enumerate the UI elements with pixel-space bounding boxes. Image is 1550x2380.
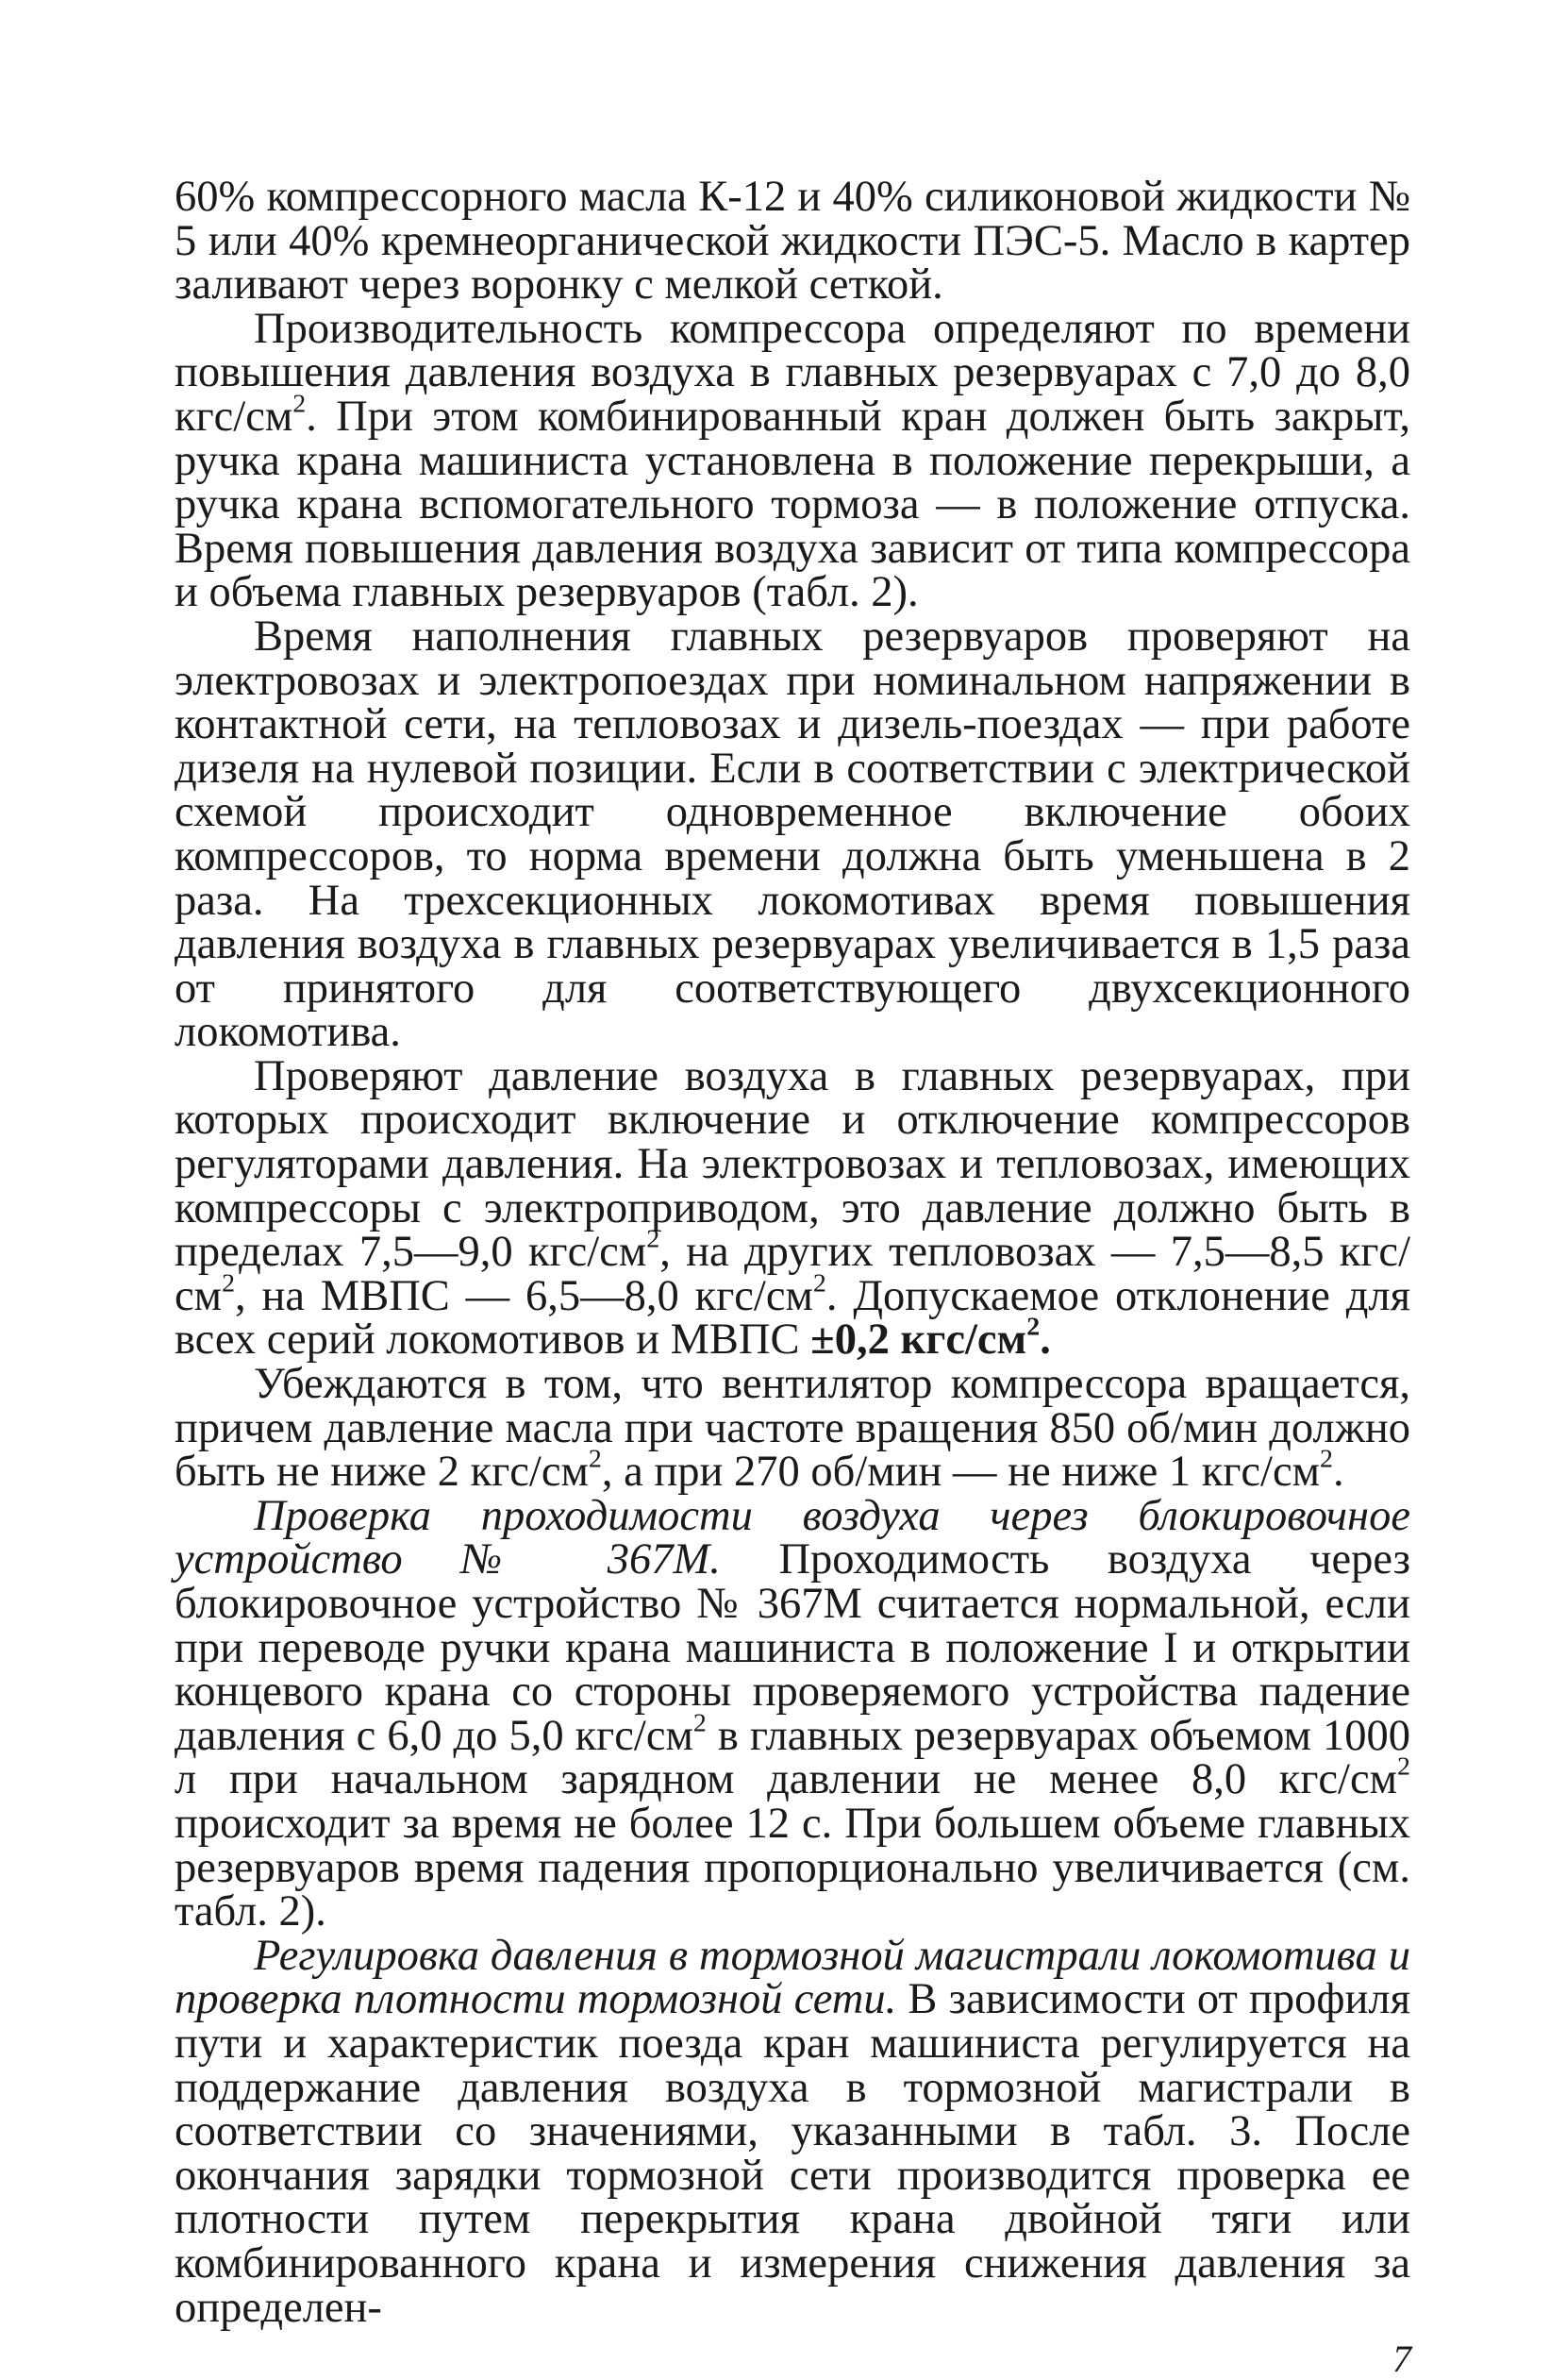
paragraph-2 [175, 304, 1410, 617]
paragraph-5 [175, 1360, 1410, 1497]
superscript: 2 [692, 1708, 707, 1738]
superscript: 2 [222, 1268, 236, 1299]
paragraph-4 [175, 1051, 1410, 1365]
text-run: . [1040, 1316, 1051, 1365]
text-run: , на МВПС — 6,5—8,0 кгс/см [235, 1271, 813, 1320]
superscript: 2 [588, 1444, 602, 1474]
text-run: , а при 270 об/мин — не ниже 1 кгс/см [601, 1448, 1321, 1497]
paragraph-6 [175, 1491, 1411, 1936]
page-number: 7 [1392, 2338, 1411, 2380]
superscript: 2 [1397, 1751, 1410, 1782]
text-run: В зависимости от профиля пути и характеристик поезда кран машиниста регулируется на поддержание давления воздуха в тормозной магистрали в соответствии со значениями, указанными в табл. 3. После окончания зарядки тормозной сети производится проверка ее плотности путем перекрытия крана двойной тяги или комбинированного крана и измерения снижения давления за определен- [175, 1975, 1410, 2332]
run-in-heading: Регулировка давления в тормозной магистрали локомотива и проверка плотности тормозной сети. [175, 1931, 1410, 2024]
text-run: , на других тепловозах — 7,5—8,5 кгс/см [175, 1228, 1410, 1320]
superscript: 2 [1026, 1312, 1041, 1342]
superscript: 2 [812, 1268, 826, 1299]
document-page [175, 173, 1411, 2332]
text-run: Производительность компрессора определяют по времени повышения давления воздуха в главных резервуарах с 7,0 до 8,0 кгс/см [175, 304, 1410, 441]
text-run: Проходимость воздуха через блокировочное устройство № 367М считается нормальной, если при переводе ручки крана машиниста в положение I и открытии концевого крана со стороны проверяемого устройства падение давления с 6,0 до 5,0 кгс/см [175, 1535, 1411, 1760]
text-run: в главных резервуарах объемом 1000 л при начальном зарядном давлении не менее 8,0 кгс/см [175, 1711, 1410, 1804]
text-run: Время наполнения главных резервуаров проверяют на электровозах и электропоездах при номинальном напряжении в контактной сети, на тепловозах и дизель-поездах — при работе дизеля на нулевой позиции. Если в соответствии с электрической схемой происходит одновременное включение обоих компрессоров, то норма времени должна быть уменьшена в 2 раза. На трехсекционных локомотивах время повышения давления воздуха в главных резервуарах увеличивается в 1,5 раза от принятого для соответствующего двухсекционного локомотива. [175, 612, 1410, 1057]
paragraph-7 [175, 1931, 1410, 2332]
text-run: . При этом комбинированный кран должен быть закрыт, ручка крана машиниста установлена в положение перекрыши, а ручка крана вспомогательного тормоза — в положение отпуска. Время повышения давления воздуха зависит от типа компрессора и объема главных резервуаров (табл. 2). [175, 392, 1410, 617]
text-run: . [1333, 1448, 1344, 1497]
paragraph-3 [175, 612, 1410, 1057]
text-run: Убеждаются в том, что вентилятор компрессора вращается, причем давление масла при частоте вращения 850 об/мин должно быть не ниже 2 кгс/см [175, 1360, 1410, 1497]
superscript: 2 [292, 389, 307, 419]
body-text [175, 173, 1411, 2332]
superscript: 2 [646, 1224, 660, 1254]
text-run: . Допускаемое отклонение для всех серий локомотивов и МВПС [175, 1271, 1410, 1365]
text-run: Проверяют давление воздуха в главных резервуарах, при которых происходит включение и отключение компрессоров регуляторами давления. На электровозах и тепловозах, имеющих компрессоры с электроприводом, это давление должно быть в пределах 7,5—9,0 кгс/см [175, 1051, 1410, 1277]
superscript: 2 [1320, 1444, 1333, 1474]
text-run: происходит за время не более 12 с. При большем объеме главных резервуаров время падения пропорционально увеличивается (см. табл. 2). [175, 1799, 1410, 1936]
run-in-heading: Проверка проходимости воздуха через блокировочное устройство № 367М. [175, 1491, 1410, 1584]
text-run: ±0,2 кгс/см [810, 1316, 1027, 1365]
paragraph-1 [175, 173, 1410, 310]
text-run: 60% компрессорного масла К-12 и 40% силиконовой жидкости № 5 или 40% кремнеорганической жидкости ПЭС-5. Масло в картер заливают через воронку с мелкой сеткой. [175, 173, 1410, 310]
